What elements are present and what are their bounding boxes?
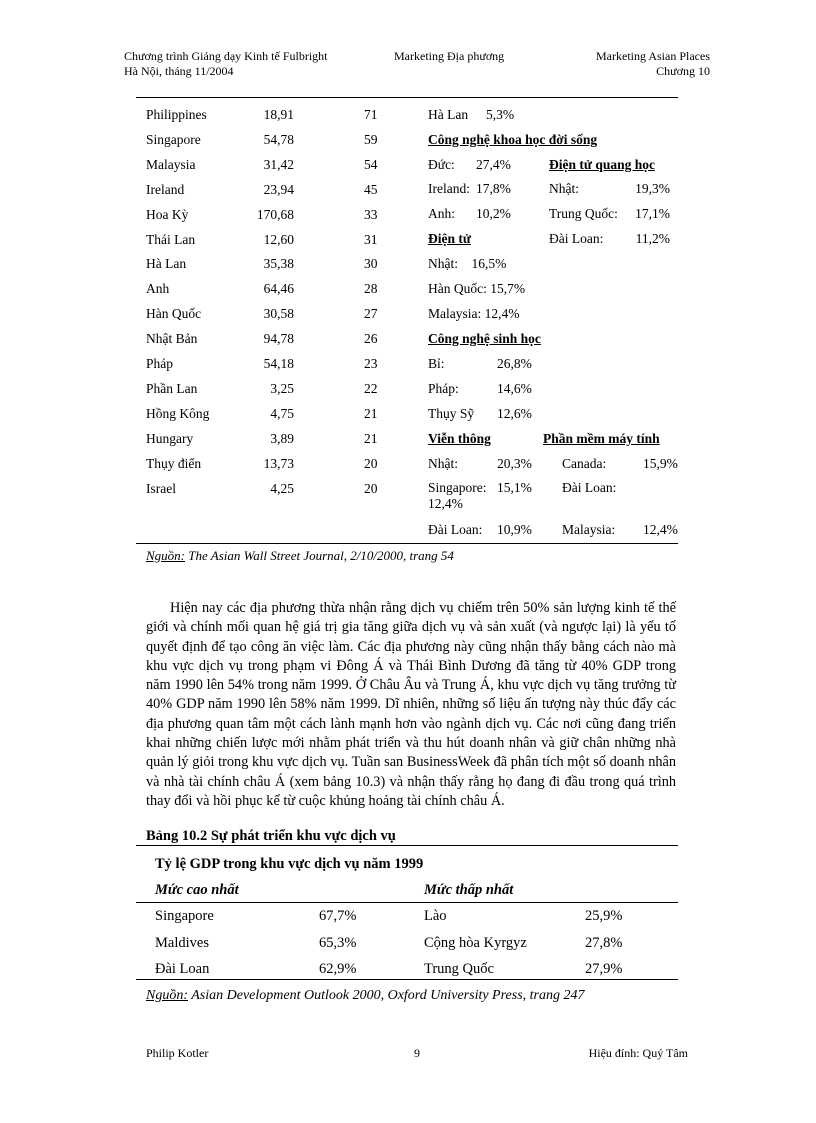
high-value: 65,3% bbox=[319, 934, 357, 951]
telecom-1-name: Nhật: bbox=[428, 456, 458, 471]
country-rank: 20 bbox=[364, 455, 378, 471]
low-country: Trung Quốc bbox=[424, 961, 494, 977]
country-name: Hungary bbox=[146, 430, 194, 446]
country-rank: 54 bbox=[364, 156, 378, 172]
biotech-1-name: Bỉ: bbox=[428, 356, 445, 371]
table2-col-high: Mức cao nhất bbox=[155, 882, 239, 898]
table1-source bbox=[146, 548, 454, 564]
halan-label: Hà Lan bbox=[428, 107, 469, 122]
country-rank: 21 bbox=[364, 430, 378, 446]
country-value: 31,42 bbox=[263, 156, 294, 172]
software-2-name: Đài Loan: bbox=[562, 480, 617, 495]
country-value: 4,25 bbox=[270, 480, 294, 496]
table2-bottom-rule bbox=[136, 979, 678, 980]
country-name: Singapore bbox=[146, 131, 201, 147]
telecom-3-name: Đài Loan: bbox=[428, 522, 483, 537]
country-rank: 33 bbox=[364, 206, 378, 222]
life-sci-3-name: Anh: bbox=[428, 206, 455, 221]
life-sci-1-value: 27,4% bbox=[476, 157, 511, 172]
country-name: Thái Lan bbox=[146, 231, 196, 247]
opto-3-name: Đài Loan: bbox=[549, 231, 604, 246]
telecom-heading: Viễn thông bbox=[428, 431, 491, 446]
country-value: 12,60 bbox=[263, 231, 294, 247]
country-rank: 27 bbox=[364, 306, 378, 322]
footer-author: Philip Kotler bbox=[146, 1046, 209, 1060]
country-value: 54,78 bbox=[263, 131, 294, 147]
table2-col-low: Mức thấp nhất bbox=[424, 882, 514, 898]
country-name: Nhật Bản bbox=[146, 331, 198, 347]
country-name: Hồng Kông bbox=[146, 405, 210, 421]
table1-source-text: The Asian Wall Street Journal, 2/10/2000, trang 54 bbox=[185, 548, 454, 563]
table2-top-rule bbox=[136, 845, 678, 846]
country-value: 30,58 bbox=[263, 306, 294, 322]
high-country: Singapore bbox=[155, 908, 214, 924]
opto-2-value: 17,1% bbox=[635, 206, 670, 221]
footer-editor: Hiệu đính: Quý Tâm bbox=[588, 1046, 688, 1060]
low-country: Lào bbox=[424, 908, 447, 924]
table2-subtitle: Tỷ lệ GDP trong khu vực dịch vụ năm 1999 bbox=[155, 856, 424, 872]
life-sci-2-value: 17,8% bbox=[476, 181, 511, 196]
low-value: 27,8% bbox=[585, 934, 623, 951]
country-rank: 31 bbox=[364, 231, 378, 247]
table1-source-label: Nguồn: bbox=[146, 548, 185, 563]
country-value: 18,91 bbox=[263, 107, 294, 122]
country-name: Hàn Quốc bbox=[146, 306, 202, 322]
biotech-3-name: Thụy Sỹ bbox=[428, 406, 475, 421]
country-value: 54,18 bbox=[263, 356, 294, 371]
telecom-3-value: 10,9% bbox=[497, 522, 532, 537]
body-paragraph: Hiện nay các địa phương thừa nhận rằng dịch vụ chiếm trên 50% sản lượng kinh tế thế giới và chính mối quan hệ giá trị gia tăng giữa dịch vụ và sản xuất (và ngược lại) là yếu tố quyết định để tạo công ăn việc làm. Các địa phương này cũng nhận thấy bằng cách nào mà khu vực dịch vụ trong phạm vi Đông Á và Thái Bình Dương đã tăng từ 40% GDP trong năm 1990 lên 54% trong năm 1999. Ở Châu Âu và Trung Á, khu vực dịch vụ tăng trưởng từ 40% GDP năm 1990 lên 58% năm 1999. Dĩ nhiên, những số liệu ấn tượng này thúc đẩy các địa phương quan tâm một cách lành mạnh hơn vào ngành dịch vụ. Các nơi cũng đang triển khai những chiến lược mới nhằm phát triển và thu hút doanh nhân và giữ chân những nhà quản lý giỏi trong khu vực dịch vụ. Tuần san BusinessWeek đã phân tích một số doanh nhân và nhà tài chính châu Á (xem bảng 10.3) và nhận thấy rằng họ đang đi đầu trong quá trình thay đổi và hồi phục kể từ cuộc khủng hoảng tài chính châu Á. bbox=[146, 600, 676, 809]
telecom-2-name: Singapore: bbox=[428, 480, 487, 495]
country-rank: 26 bbox=[364, 331, 378, 347]
country-name: Anh bbox=[146, 281, 170, 297]
opto-2-name: Trung Quốc: bbox=[549, 206, 618, 221]
biotech-heading: Công nghệ sinh học bbox=[428, 331, 541, 346]
table1-bottom-rule bbox=[136, 543, 678, 544]
telecom-1-value: 20,3% bbox=[497, 456, 532, 471]
page-number: 9 bbox=[414, 1046, 420, 1060]
table2-source-label: Nguồn: bbox=[146, 988, 188, 1003]
country-rank: 28 bbox=[364, 281, 378, 297]
country-rank: 59 bbox=[364, 131, 378, 147]
country-name: Philippines bbox=[146, 107, 207, 122]
country-rank: 22 bbox=[364, 380, 378, 396]
country-value: 4,75 bbox=[270, 405, 294, 421]
header-right-line1: Marketing Asian Places bbox=[596, 49, 710, 63]
biotech-3-value: 12,6% bbox=[497, 406, 532, 421]
header-rule bbox=[136, 97, 678, 98]
high-country: Đài Loan bbox=[155, 961, 210, 977]
header-left-line1: Chương trình Giảng dạy Kinh tế Fulbright bbox=[124, 49, 328, 63]
electronics-1: Nhật: 16,5% bbox=[428, 256, 507, 271]
country-value: 3,89 bbox=[270, 430, 294, 446]
country-value: 13,73 bbox=[263, 455, 294, 471]
header-left-line2: Hà Nội, tháng 11/2004 bbox=[124, 64, 234, 78]
life-science-heading: Công nghệ khoa học đời sống bbox=[428, 132, 598, 147]
opto-1-name: Nhật: bbox=[549, 181, 579, 196]
biotech-2-value: 14,6% bbox=[497, 381, 532, 396]
software-2-value: 12,4% bbox=[428, 496, 463, 511]
country-name: Pháp bbox=[146, 356, 173, 371]
country-value: 35,38 bbox=[263, 256, 294, 272]
software-1-name: Canada: bbox=[562, 456, 607, 471]
electronics-3: Malaysia: 12,4% bbox=[428, 306, 520, 321]
country-rank: 45 bbox=[364, 181, 378, 197]
country-value: 170,68 bbox=[256, 206, 294, 222]
life-sci-1-name: Đức: bbox=[428, 157, 455, 172]
halan-value: 5,3% bbox=[486, 107, 515, 122]
opto-1-value: 19,3% bbox=[635, 181, 670, 196]
high-country: Maldives bbox=[155, 934, 209, 951]
software-1-value: 15,9% bbox=[643, 456, 678, 471]
country-name: Ireland bbox=[146, 181, 185, 197]
opto-3-value: 11,2% bbox=[635, 231, 670, 246]
life-sci-2-name: Ireland: bbox=[428, 181, 470, 196]
low-country: Cộng hòa Kyrgyz bbox=[424, 934, 527, 951]
country-rank: 21 bbox=[364, 405, 378, 421]
software-3-name: Malaysia: bbox=[562, 522, 616, 537]
country-rank: 23 bbox=[364, 356, 378, 371]
country-name: Hoa Kỳ bbox=[146, 206, 189, 222]
table2-caption: Bảng 10.2 Sự phát triển khu vực dịch vụ bbox=[146, 828, 396, 844]
biotech-1-value: 26,8% bbox=[497, 356, 532, 371]
life-sci-3-value: 10,2% bbox=[476, 206, 511, 221]
software-heading: Phần mềm máy tính bbox=[543, 431, 660, 446]
optoelectronics-heading: Điện tử quang học bbox=[549, 157, 655, 172]
electronics-2: Hàn Quốc: 15,7% bbox=[428, 281, 526, 296]
header-center: Marketing Địa phương bbox=[394, 49, 505, 63]
country-name: Malaysia bbox=[146, 156, 196, 172]
country-rank: 20 bbox=[364, 480, 378, 496]
country-value: 64,46 bbox=[263, 281, 294, 297]
table2-header-rule bbox=[136, 902, 678, 903]
country-name: Thụy điển bbox=[146, 455, 202, 471]
country-name: Phần Lan bbox=[146, 380, 198, 396]
biotech-2-name: Pháp: bbox=[428, 381, 459, 396]
software-3-value: 12,4% bbox=[643, 522, 678, 537]
country-value: 23,94 bbox=[263, 181, 294, 197]
high-value: 67,7% bbox=[319, 908, 357, 924]
table2-source bbox=[146, 988, 584, 1004]
country-name: Hà Lan bbox=[146, 256, 187, 272]
table2-source-text: Asian Development Outlook 2000, Oxford University Press, trang 247 bbox=[188, 988, 585, 1003]
telecom-2-value: 15,1% bbox=[497, 480, 532, 495]
electronics-heading: Điện tử bbox=[428, 231, 471, 246]
country-name: Israel bbox=[146, 480, 176, 496]
high-value: 62,9% bbox=[319, 961, 357, 977]
header-right-line2: Chương 10 bbox=[656, 64, 710, 78]
low-value: 25,9% bbox=[585, 908, 623, 924]
country-rank: 71 bbox=[364, 107, 378, 122]
country-value: 94,78 bbox=[263, 331, 294, 347]
country-rank: 30 bbox=[364, 256, 378, 272]
country-value: 3,25 bbox=[270, 380, 294, 396]
low-value: 27,9% bbox=[585, 961, 623, 977]
